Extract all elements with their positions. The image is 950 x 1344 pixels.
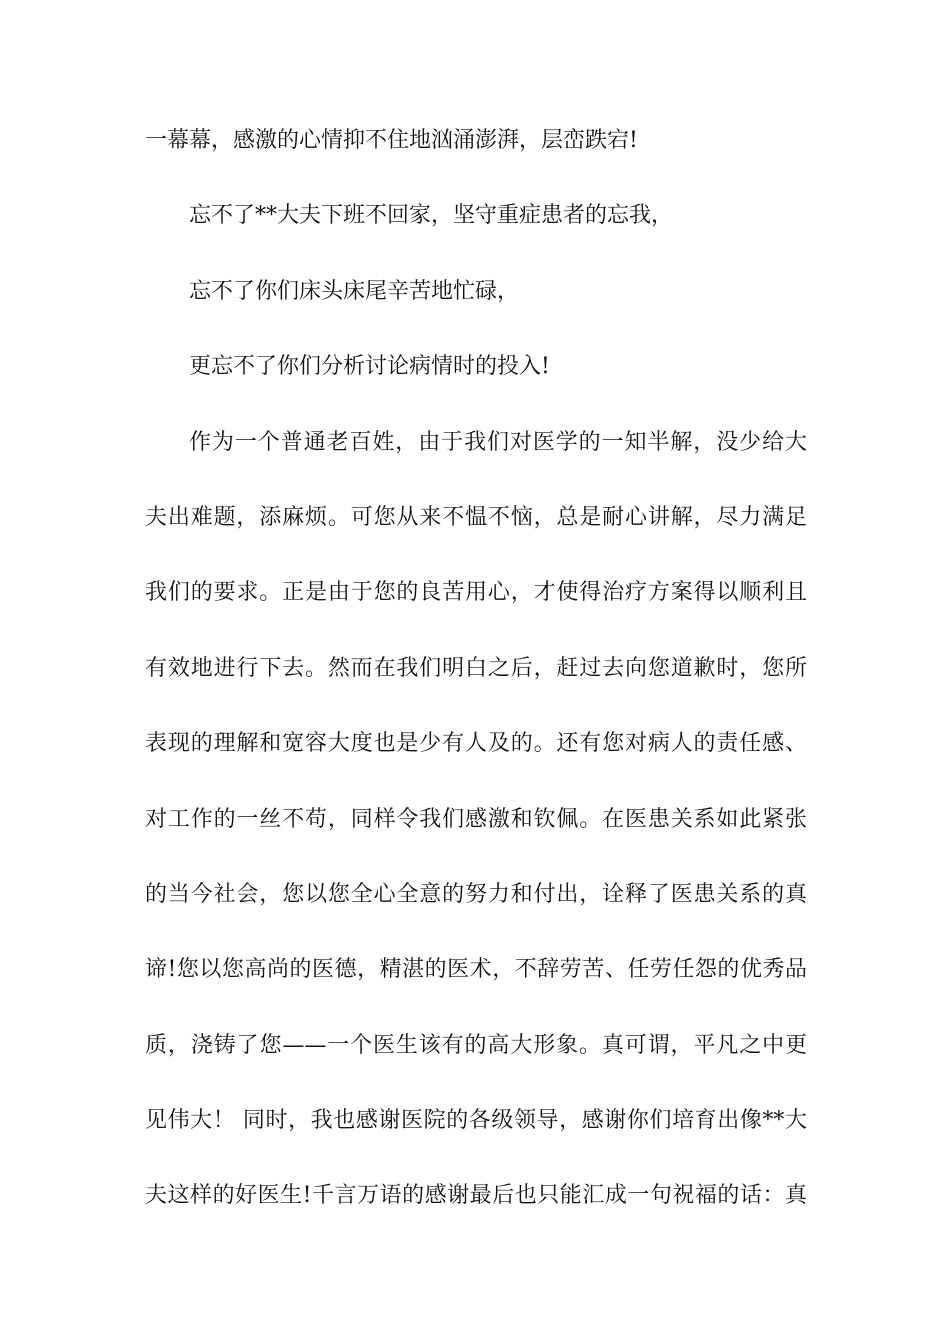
text-line: 对工作的一丝不苟，同样令我们感激和钦佩。在医患关系如此紧张 [145,806,807,832]
text-line: 有效地进行下去。然而在我们明白之后，赶过去向您道歉时，您所 [145,655,807,681]
text-line: 更忘不了你们分析讨论病情时的投入! [189,354,550,380]
text-line: 质，浇铸了您——一个医生该有的高大形象。真可谓，平凡之中更 [145,1032,807,1058]
text-line: 作为一个普通老百姓，由于我们对医学的一知半解，没少给大 [189,429,807,455]
document-body [145,130,807,1261]
text-line: 表现的理解和宽容大度也是少有人及的。还有您对病人的责任感、 [145,731,807,757]
text-line: 我们的要求。正是由于您的良苦用心，才使得治疗方案得以顺利且 [145,580,807,606]
text-line: 谛!您以您高尚的医德，精湛的医术，不辞劳苦、任劳任怨的优秀品 [145,957,807,983]
text-line: 见伟大！ 同时，我也感谢医院的各级领导，感谢你们培育出像**大 [145,1108,807,1134]
text-line: 夫这样的好医生!千言万语的感谢最后也只能汇成一句祝福的话：真 [145,1183,807,1209]
text-line: 忘不了你们床头床尾辛苦地忙碌， [189,278,520,304]
text-line: 一幕幕，感激的心情抑不住地汹涌澎湃，层峦跌宕! [145,128,638,153]
text-line: 夫出难题，添麻烦。可您从来不愠不恼，总是耐心讲解，尽力满足 [145,504,807,530]
text-line: 的当今社会，您以您全心全意的努力和付出，诠释了医患关系的真 [145,881,807,907]
text-line: 忘不了**大夫下班不回家，坚守重症患者的忘我， [189,203,674,229]
